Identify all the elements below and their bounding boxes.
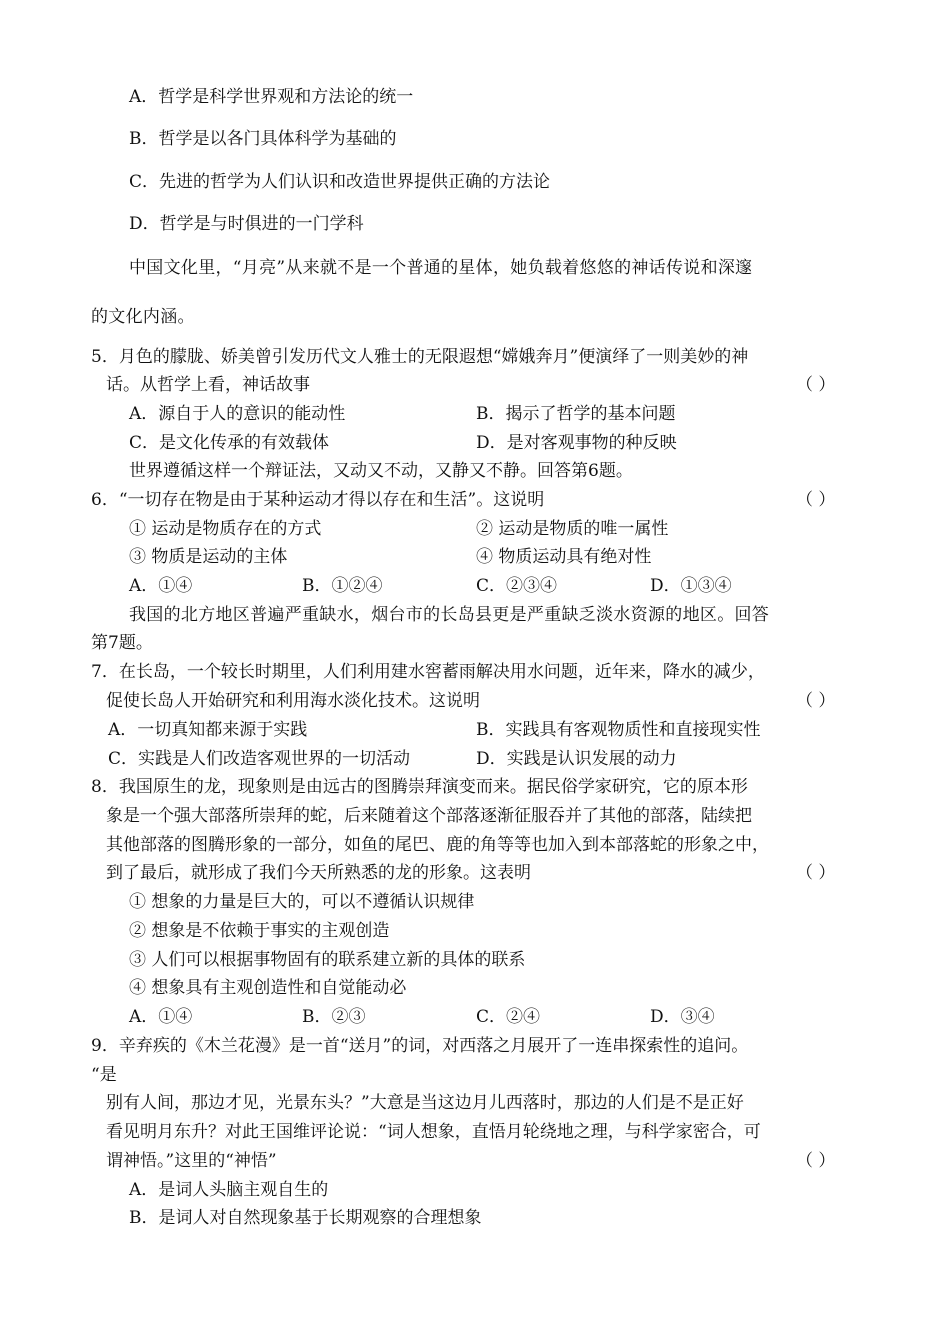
q7-option-d: D．实践是认识发展的动力 xyxy=(476,749,677,769)
q6-item-4: ④ 物质运动具有绝对性 xyxy=(476,547,652,567)
q6-option-c: C．②③④ xyxy=(476,576,558,596)
q6-option-d: D．①③④ xyxy=(650,576,732,596)
q6-intro: 世界遵循这样一个辩证法，又动又不动，又静又不静。回答第6题。 xyxy=(129,461,633,481)
q5-option-d: D．是对客观事物的种反映 xyxy=(476,433,677,453)
passage-moon-line1: 中国文化里，“月亮”从来就不是一个普通的星体，她负载着悠悠的神话传说和深邃 xyxy=(129,258,753,278)
q9-stem-line1: 9．辛弃疾的《木兰花漫》是一首“送月”的词，对西落之月展开了一连串探索性的追问。 xyxy=(91,1036,749,1056)
q7-option-b: B．实践具有客观物质性和直接现实性 xyxy=(476,720,761,740)
q8-stem-line2: 象是一个强大部落所崇拜的蛇，后来随着这个部落逐渐征服吞并了其他的部落，陆续把 xyxy=(106,806,752,826)
q7-option-c: C．实践是人们改造客观世界的一切活动 xyxy=(108,749,411,769)
q9-answer-parens: （ ） xyxy=(796,1151,836,1171)
q5-option-a: A．源自于人的意识的能动性 xyxy=(129,404,346,424)
q6-option-b: B．①②④ xyxy=(302,576,383,596)
q8-option-a: A．①④ xyxy=(129,1007,193,1027)
q5-stem-line2: 话。从哲学上看，神话故事 xyxy=(106,375,310,395)
q4-option-b: B．哲学是以各门具体科学为基础的 xyxy=(129,129,397,149)
q8-option-c: C．②④ xyxy=(476,1007,541,1027)
q8-item-4: ④ 想象具有主观创造性和自觉能动必 xyxy=(129,978,407,998)
q7-intro-line1: 我国的北方地区普遍严重缺水，烟台市的长岛县更是严重缺乏淡水资源的地区。回答 xyxy=(129,605,770,625)
q5-answer-parens: （ ） xyxy=(796,375,836,395)
q8-option-d: D．③④ xyxy=(650,1007,715,1027)
q4-option-d: D．哲学是与时俱进的一门学科 xyxy=(129,214,364,234)
q6-stem: 6．“一切存在物是由于某种运动才得以存在和生活”。这说明 xyxy=(91,490,545,510)
q7-intro-line2: 第7题。 xyxy=(91,633,153,653)
q8-answer-parens: （ ） xyxy=(796,863,836,883)
q8-stem-line4: 到了最后，就形成了我们今天所熟悉的龙的形象。这表明 xyxy=(106,863,531,883)
q9-option-a: A．是词人头脑主观自生的 xyxy=(129,1180,329,1200)
q7-stem-line1: 7．在长岛，一个较长时期里，人们利用建水窖蓄雨解决用水问题，近年来，降水的减少， xyxy=(91,662,765,682)
q7-stem-line2: 促使长岛人开始研究和利用海水淡化技术。这说明 xyxy=(106,691,480,711)
q6-item-2: ② 运动是物质的唯一属性 xyxy=(476,519,669,539)
q9-stem-line3: 别有人间，那边才见，光景东头？”大意是当这边月儿西落时，那边的人们是不是正好 xyxy=(106,1093,744,1113)
q8-stem-line3: 其他部落的图腾形象的一部分，如鱼的尾巴、鹿的角等等也加入到本部落蛇的形象之中， xyxy=(106,835,769,855)
q5-option-c: C．是文化传承的有效载体 xyxy=(129,433,330,453)
q6-item-3: ③ 物质是运动的主体 xyxy=(129,547,288,567)
q6-answer-parens: （ ） xyxy=(796,490,836,510)
q4-option-a: A．哲学是科学世界观和方法论的统一 xyxy=(129,87,414,107)
q5-option-b: B．揭示了哲学的基本问题 xyxy=(476,404,676,424)
q9-stem-line2: “是 xyxy=(91,1065,117,1085)
q9-stem-line4: 看见明月东升？对此王国维评论说：“词人想象，直悟月轮绕地之理，与科学家密合，可 xyxy=(106,1122,761,1142)
q8-stem-line1: 8．我国原生的龙，现象则是由远古的图腾崇拜演变而来。据民俗学家研究，它的原本形 xyxy=(91,777,748,797)
q5-stem-line1: 5．月色的朦胧、娇美曾引发历代文人雅士的无限遐想“嫦娥奔月”便演绎了一则美妙的神 xyxy=(91,347,749,367)
q4-option-c: C．先进的哲学为人们认识和改造世界提供正确的方法论 xyxy=(129,172,551,192)
q6-item-1: ① 运动是物质存在的方式 xyxy=(129,519,322,539)
q6-option-a: A．①④ xyxy=(129,576,193,596)
q8-option-b: B．②③ xyxy=(302,1007,366,1027)
q8-item-3: ③ 人们可以根据事物固有的联系建立新的具体的联系 xyxy=(129,950,526,970)
q7-option-a: A．一切真知都来源于实践 xyxy=(108,720,308,740)
q9-stem-line5: 谓神悟。”这里的“神悟” xyxy=(106,1151,277,1171)
q8-item-1: ① 想象的力量是巨大的，可以不遵循认识规律 xyxy=(129,892,475,912)
q7-answer-parens: （ ） xyxy=(796,691,836,711)
q9-option-b: B．是词人对自然现象基于长期观察的合理想象 xyxy=(129,1208,482,1228)
passage-moon-line2: 的文化内涵。 xyxy=(91,307,195,327)
q8-item-2: ② 想象是不依赖于事实的主观创造 xyxy=(129,921,390,941)
